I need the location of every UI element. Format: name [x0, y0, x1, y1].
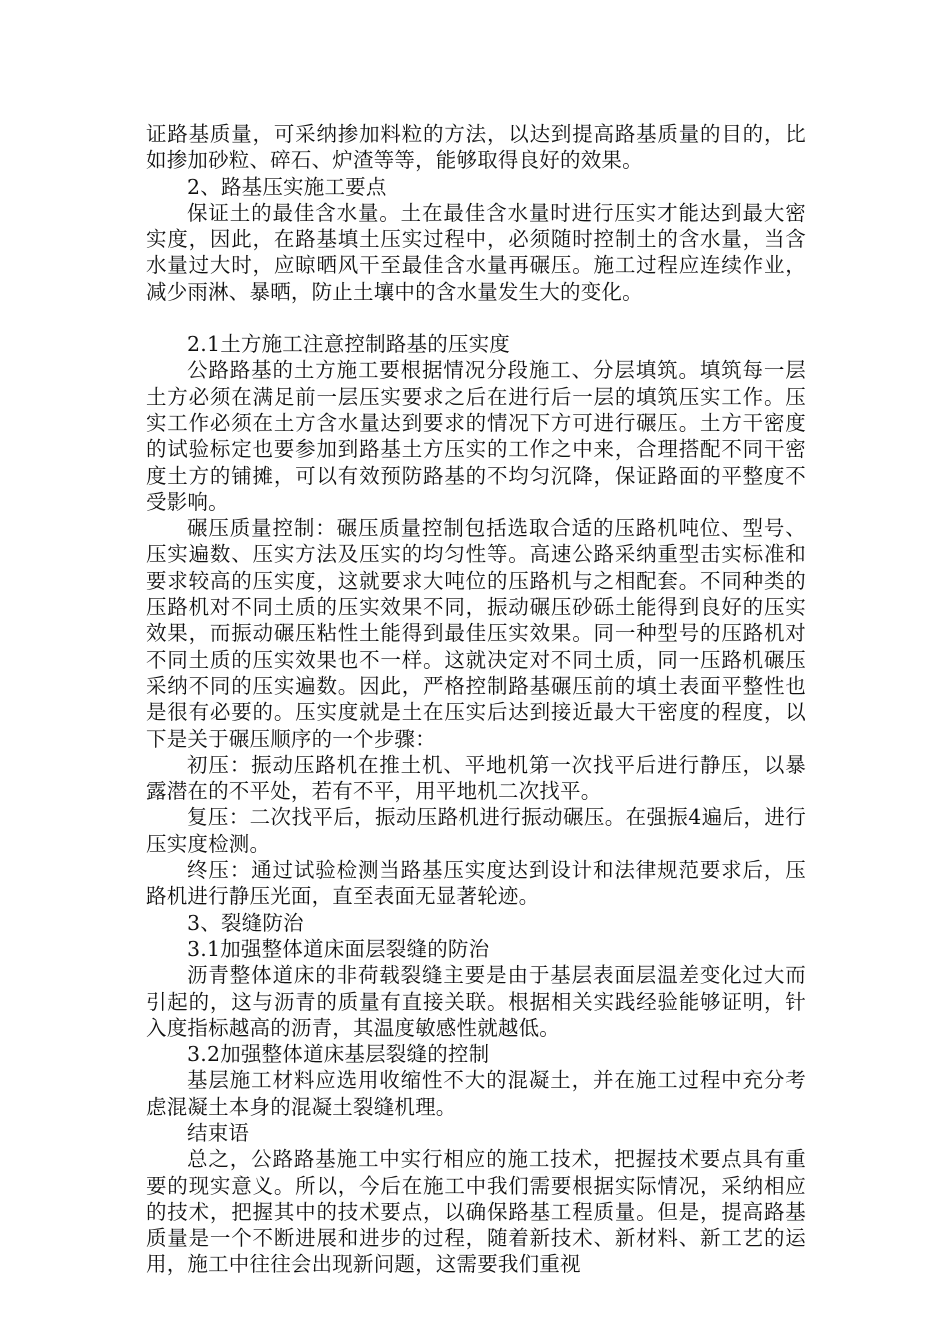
paragraph-base-cracks: 基层施工材料应选用收缩性不大的混凝土，并在施工过程中充分考虑混凝土本身的混凝土裂缝机理。 [146, 1068, 806, 1119]
heading-conclusion: 结束语 [187, 1120, 250, 1145]
paragraph-compaction-control: 碾压质量控制：碾压质量控制包括选取合适的压路机吨位、型号、压实遍数、压实方法及压实的均匀性等。高速公路采纳重型击实标准和要求较高的压实度，这就要求大吨位的压路机与之相配套。不同种类的压路机对不同土质的压实效果不同，振动碾压砂砾土能得到良好的压实效果，而振动碾压粘性土能得到最佳压实效果。同一种型号的压路机对不同土质的压实效果也不一样。这就决定对不同土质，同一压路机碾压采纳不同的压实遍数。因此，严格控制路基碾压前的填土表面平整性也是很有必要的。压实度就是土在压实后达到接近最大干密度的程度，以下是关于碾压顺序的一个步骤： [146, 516, 806, 751]
paragraph-final-compaction: 终压：通过试验检测当路基压实度达到设计和法律规范要求后，压路机进行静压光面，直至表面无显著轮迹。 [146, 858, 806, 909]
paragraph-moisture: 保证土的最佳含水量。土在最佳含水量时进行压实才能达到最大密实度，因此，在路基填土压实过程中，必须随时控制土的含水量，当含水量过大时，应晾晒风干至最佳含水量再碾压。施工过程应连续作业，减少雨淋、暴晒，防止土壤中的含水量发生大的变化。 [146, 200, 806, 304]
paragraph-initial-compaction: 初压：振动压路机在推土机、平地机第一次找平后进行静压，以暴露潜在的不平处，若有不平，用平地机二次找平。 [146, 752, 806, 804]
paragraph-asphalt-cracks: 沥青整体道床的非荷载裂缝主要是由于基层表面层温差变化过大而引起的，这与沥青的质量有直接关联。根据相关实践经验能够证明，针入度指标越高的沥青，其温度敏感性就越低。 [146, 963, 806, 1040]
blank-line [146, 305, 806, 331]
heading-3-2: 3.2加强整体道床基层裂缝的控制 [187, 1042, 490, 1067]
heading-3: 3、裂缝防治 [187, 910, 304, 935]
heading-2-1: 2.1土方施工注意控制路基的压实度 [187, 332, 511, 357]
heading-3-1: 3.1加强整体道床面层裂缝的防治 [187, 936, 490, 961]
paragraph-earthwork: 公路路基的土方施工要根据情况分段施工、分层填筑。填筑每一层土方必须在满足前一层压实要求之后在进行后一层的填筑压实工作。压实工作必须在土方含水量达到要求的情况下方可进行碾压。土方干密度的试验标定也要参加到路基土方压实的工作之中来，合理搭配不同干密度土方的铺摊，可以有效预防路基的不均匀沉降，保证路面的平整度不受影响。 [146, 358, 806, 514]
paragraph-conclusion: 总之，公路路基施工中实行相应的施工技术，把握技术要点具有重要的现实意义。所以，今后在施工中我们需要根据实际情况，采纳相应的技术，把握其中的技术要点，以确保路基工程质量。但是，提高路基质量是一个不断进展和进步的过程，随着新技术、新材料、新工艺的运用，施工中往往会出现新问题，这需要我们重视 [146, 1147, 806, 1277]
paragraph-re-compaction: 复压：二次找平后，振动压路机进行振动碾压。在强振4遍后，进行压实度检测。 [146, 805, 806, 856]
paragraph-1: 证路基质量，可采纳掺加料粒的方法，以达到提高路基质量的目的，比如掺加砂粒、碎石、炉渣等等，能够取得良好的效果。 [146, 122, 806, 173]
heading-2: 2、路基压实施工要点 [187, 174, 387, 199]
document-body [146, 121, 806, 1278]
